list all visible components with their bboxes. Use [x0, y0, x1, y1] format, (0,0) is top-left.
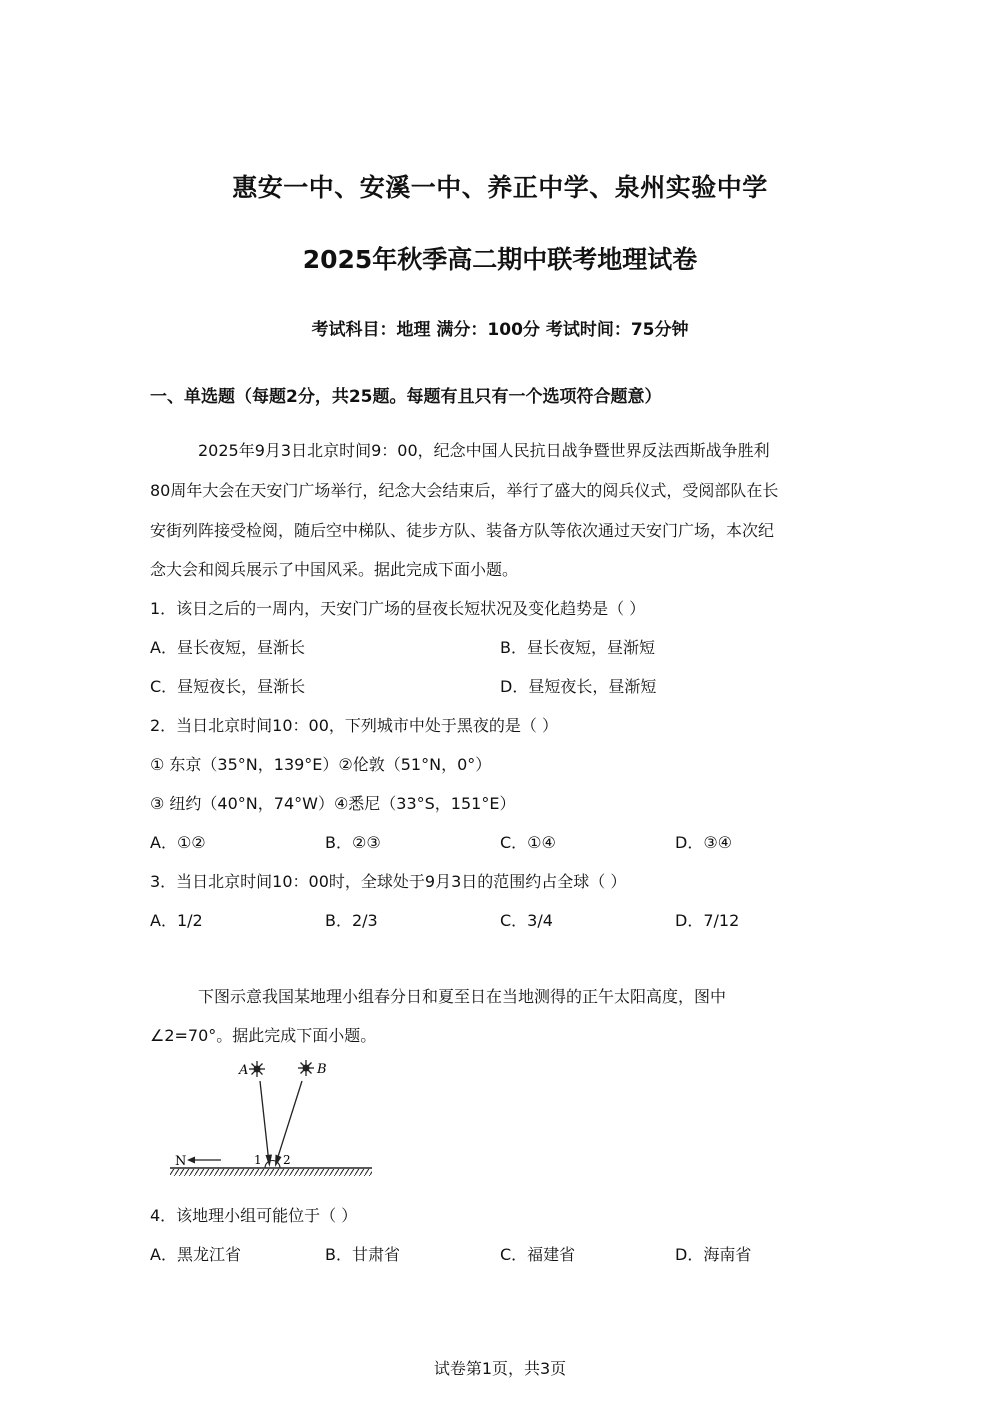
angle-1-label: 1	[254, 1153, 262, 1167]
section-heading: 一、单选题（每题2分，共25题。每题有且只有一个选项符合题意）	[150, 387, 662, 407]
angle-2-label: 2	[283, 1153, 291, 1167]
sun-ray-b	[276, 1081, 302, 1163]
passage1-line: 安街列阵接受检阅，随后空中梯队、徒步方队、装备方队等依次通过天安门广场，本次纪	[150, 521, 775, 540]
sun-a-icon	[249, 1061, 265, 1077]
passage2-line: 下图示意我国某地理小组春分日和夏至日在当地测得的正午太阳高度，图中	[198, 987, 727, 1006]
sun-b-label: B	[317, 1062, 327, 1077]
q3-option-b: B．2/3	[325, 911, 378, 930]
q1-option-d: D．昼短夜长，昼渐短	[500, 677, 657, 696]
q3-option-a: A．1/2	[150, 911, 203, 930]
sun-a-label: A	[239, 1063, 249, 1078]
q2-city-list-1: ① 东京（35°N，139°E）②伦敦（51°N，0°）	[150, 755, 492, 774]
q4-option-d: D．海南省	[675, 1245, 752, 1264]
q4-option-c: C．福建省	[500, 1245, 576, 1264]
q2-option-b: B．②③	[325, 833, 381, 852]
sun-altitude-figure	[165, 1055, 380, 1185]
q1-option-a: A．昼长夜短，昼渐长	[150, 638, 305, 657]
north-arrow-head	[187, 1157, 195, 1164]
exam-title-line1: 惠安一中、安溪一中、养正中学、泉州实验中学	[232, 173, 768, 202]
q2-option-c: C．①④	[500, 833, 556, 852]
question-3-stem: 3．当日北京时间10：00时，全球处于9月3日的范围约占全球（ ）	[150, 872, 627, 891]
question-2-stem: 2．当日北京时间10：00，下列城市中处于黑夜的是（ ）	[150, 716, 558, 735]
passage2-line: ∠2=70°。据此完成下面小题。	[150, 1026, 377, 1045]
q4-option-a: A．黑龙江省	[150, 1245, 241, 1264]
question-4-stem: 4．该地理小组可能位于（ ）	[150, 1206, 358, 1225]
ground-hatching	[170, 1169, 372, 1176]
passage1-line: 念大会和阅兵展示了中国风采。据此完成下面小题。	[150, 560, 519, 579]
q1-option-c: C．昼短夜长，昼渐长	[150, 677, 306, 696]
q1-option-b: B．昼长夜短，昼渐短	[500, 638, 655, 657]
sun-ray-a	[260, 1081, 269, 1163]
page-footer: 试卷第1页，共3页	[433, 1359, 567, 1378]
question-1-stem: 1．该日之后的一周内，天安门广场的昼夜长短状况及变化趋势是（ ）	[150, 599, 646, 618]
exam-info: 考试科目：地理 满分：100分 考试时间：75分钟	[311, 320, 689, 340]
sun-b-icon	[298, 1060, 314, 1076]
q3-option-d: D．7/12	[675, 911, 740, 930]
q2-option-a: A．①②	[150, 833, 206, 852]
passage1-line: 80周年大会在天安门广场举行，纪念大会结束后，举行了盛大的阅兵仪式，受阅部队在长	[150, 481, 779, 500]
exam-title-line2: 2025年秋季高二期中联考地理试卷	[302, 245, 698, 274]
q3-option-c: C．3/4	[500, 911, 553, 930]
q2-city-list-2: ③ 纽约（40°N，74°W）④悉尼（33°S，151°E）	[150, 794, 516, 813]
passage1-line: 2025年9月3日北京时间9：00，纪念中国人民抗日战争暨世界反法西斯战争胜利	[198, 441, 770, 460]
north-label: N	[175, 1154, 187, 1169]
q2-option-d: D．③④	[675, 833, 733, 852]
q4-option-b: B．甘肃省	[325, 1245, 400, 1264]
